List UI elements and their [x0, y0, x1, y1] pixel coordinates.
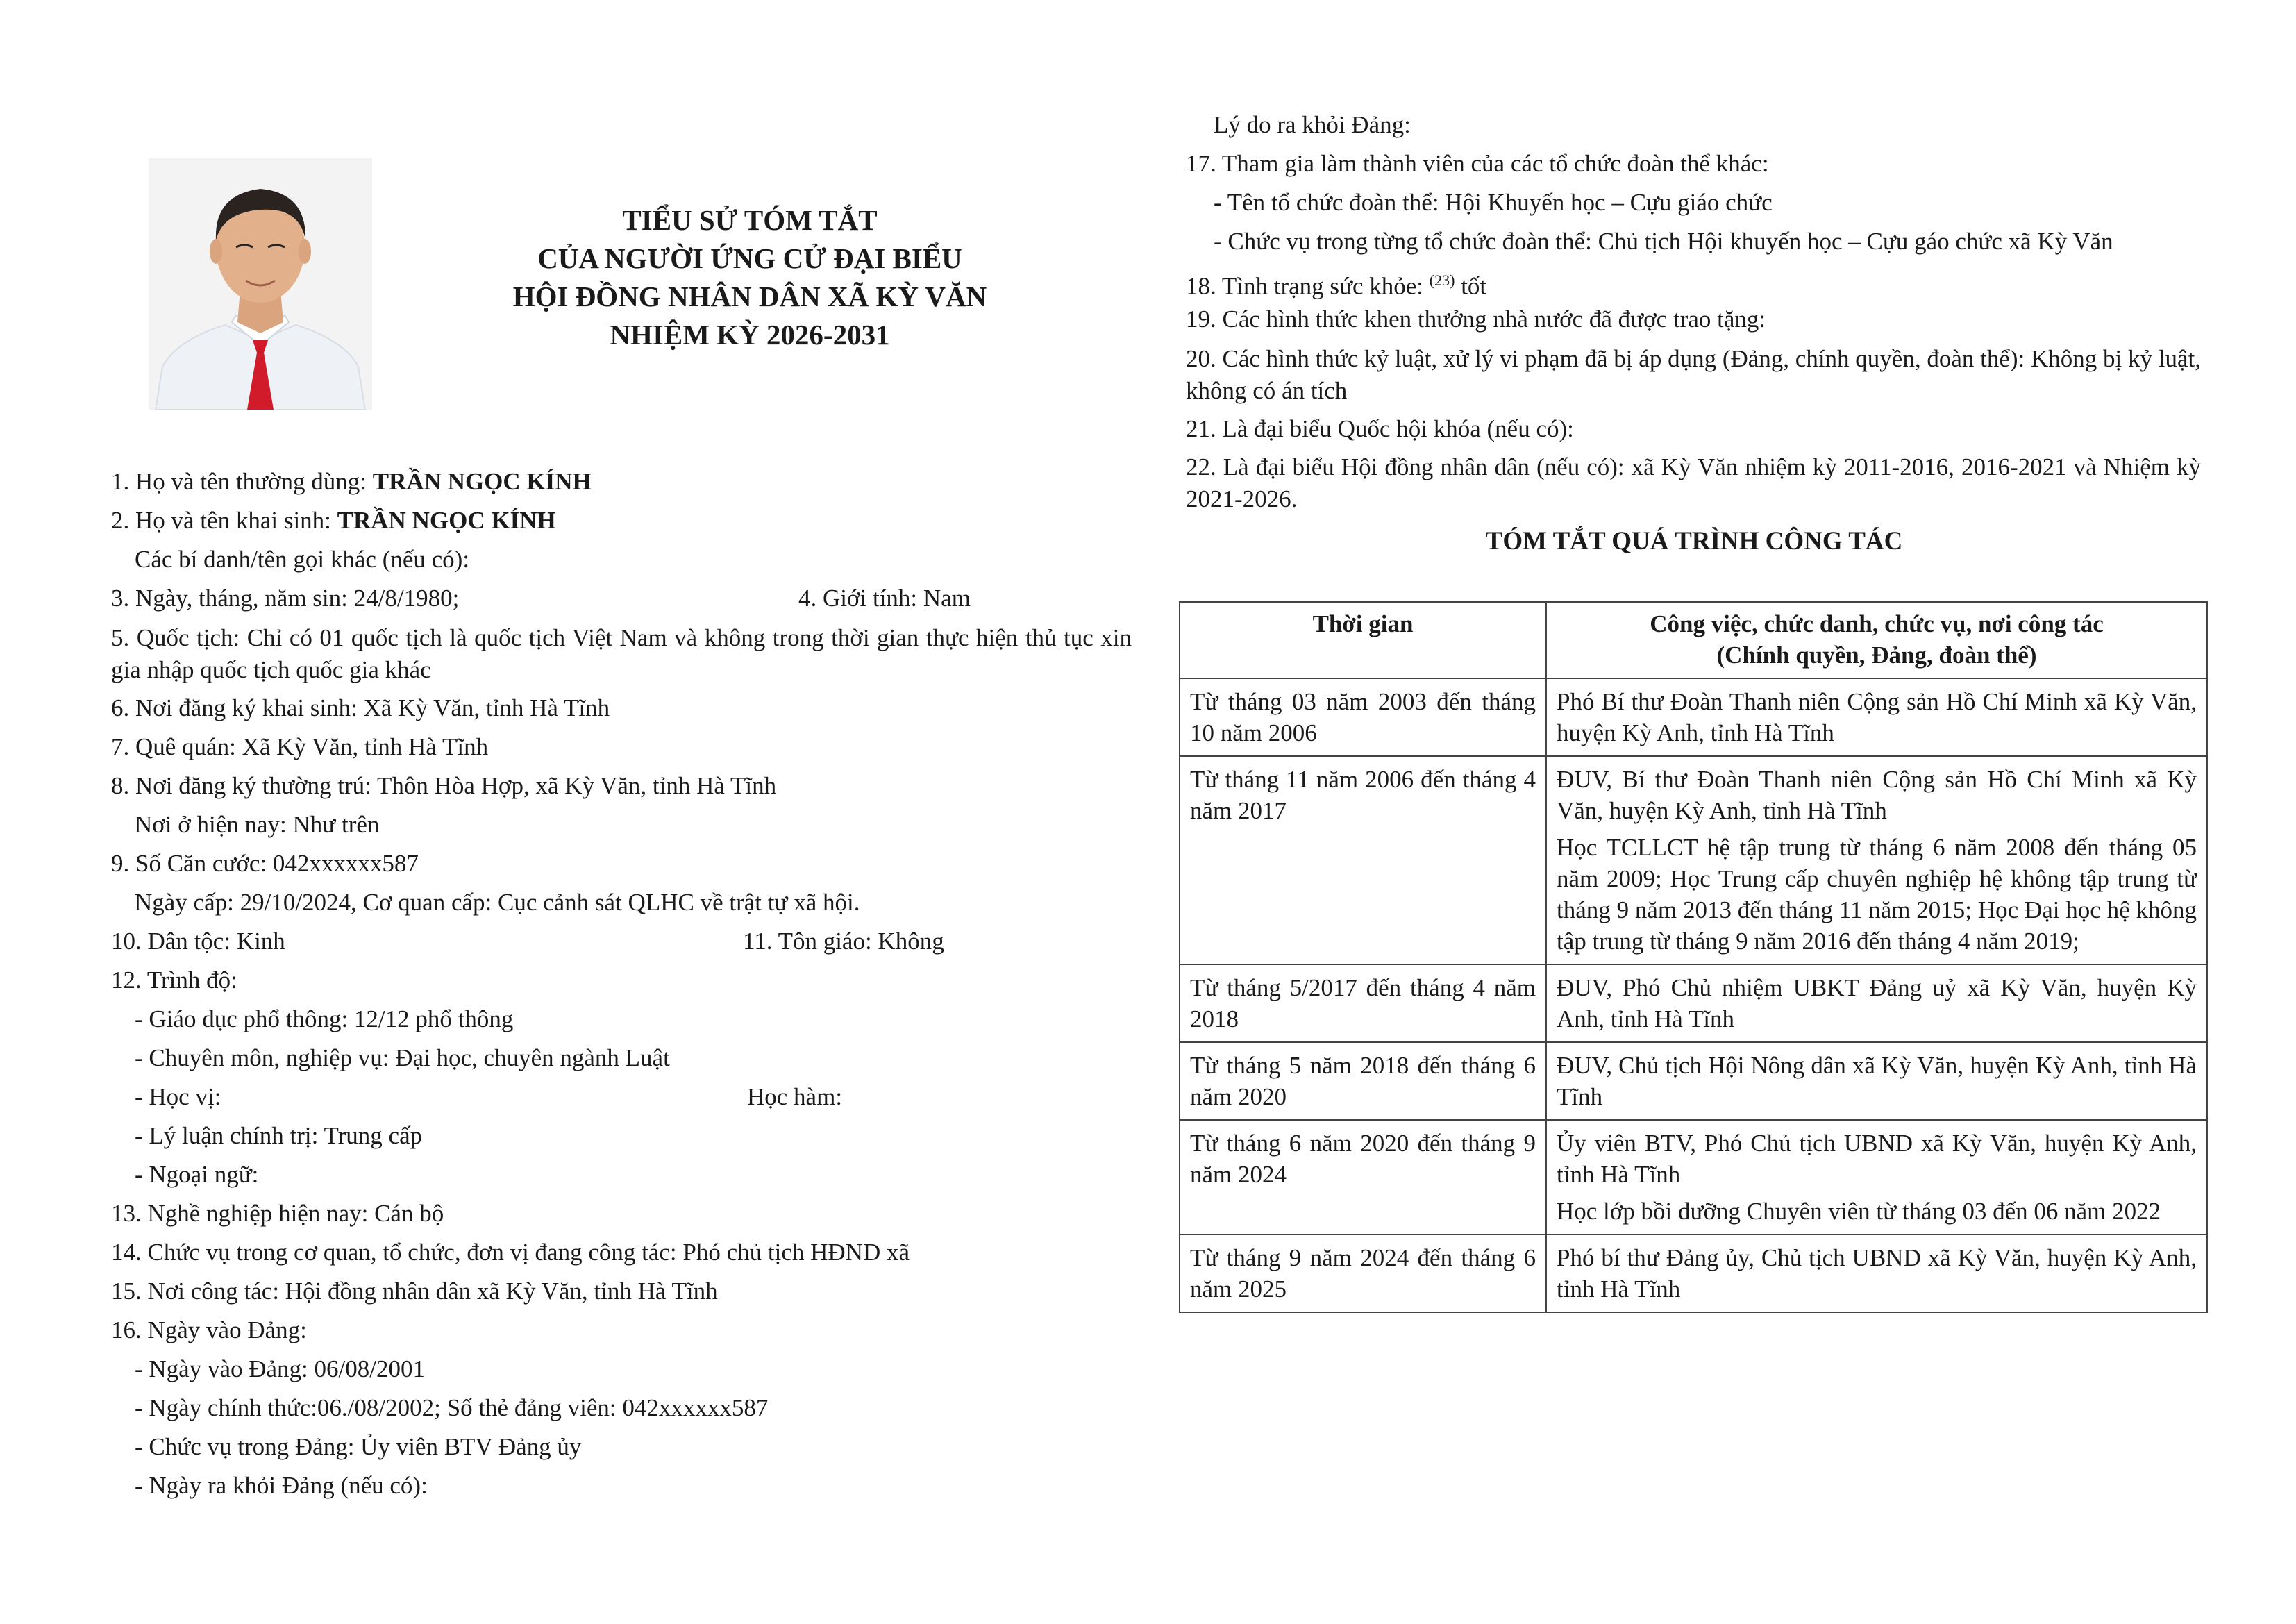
field-birth-registration: 6. Nơi đăng ký khai sinh: Xã Kỳ Văn, tỉnh Hà Tĩnh: [111, 694, 610, 721]
field-id-number: 9. Số Căn cước: 042xxxxxx587: [111, 850, 419, 877]
field-foreign-language: - Ngoại ngữ:: [135, 1161, 259, 1188]
field-party-leave-date: - Ngày ra khỏi Đảng (nếu có):: [135, 1472, 428, 1499]
title-line-3: HỘI ĐỒNG NHÂN DÂN XÃ KỲ VĂN: [512, 281, 987, 312]
header-description: Công việc, chức danh, chức vụ, nơi công tác (Chính quyền, Đảng, đoàn thể): [1546, 602, 2207, 678]
field-ethnicity: 10. Dân tộc: Kinh: [111, 928, 285, 955]
field-alias: Các bí danh/tên gọi khác (nếu có):: [135, 546, 470, 573]
table-row: [1180, 964, 2207, 1042]
field-permanent-address: 8. Nơi đăng ký thường trú: Thôn Hòa Hợp, xã Kỳ Văn, tỉnh Hà Tĩnh: [111, 772, 777, 799]
row-description: ĐUV, Bí thư Đoàn Thanh niên Cộng sản Hồ Chí Minh xã Kỳ Văn, huyện Kỳ Anh, tỉnh Hà Tĩnh Học TCLLCT hệ tập trung từ tháng 6 năm 2008 đến tháng 05 năm 2009; Học Trung cấp chuyên nghiệp hệ không tập trung từ tháng 9 năm 2013 đến tháng 11 năm 2015; Học Đại học hệ không tập trung từ tháng 9 năm 2016 đến tháng 4 năm 2019;: [1546, 756, 2207, 964]
table-header-row: [1180, 602, 2207, 678]
field-national-assembly: 21. Là đại biểu Quốc hội khóa (nếu có):: [1186, 415, 1574, 442]
header-time: Thời gian: [1180, 602, 1546, 678]
field-religion: 11. Tôn giáo: Không: [743, 928, 944, 955]
field-position: 14. Chức vụ trong cơ quan, tổ chức, đơn vị đang công tác: Phó chủ tịch HĐND xã: [111, 1239, 910, 1266]
footnote-ref: (23): [1429, 271, 1455, 289]
portrait-photo: [149, 158, 372, 410]
row-description: ĐUV, Chủ tịch Hội Nông dân xã Kỳ Văn, huyện Kỳ Anh, tỉnh Hà Tĩnh: [1546, 1042, 2207, 1120]
field-workplace: 15. Nơi công tác: Hội đồng nhân dân xã Kỳ Văn, tỉnh Hà Tĩnh: [111, 1278, 718, 1305]
row-description: Ủy viên BTV, Phó Chủ tịch UBND xã Kỳ Văn, huyện Kỳ Anh, tỉnh Hà Tĩnh Học lớp bồi dưỡng Chuyên viên từ tháng 03 đến 06 năm 2022: [1546, 1120, 2207, 1234]
row-time: Từ tháng 5/2017 đến tháng 4 năm 2018: [1180, 964, 1546, 1042]
field-awards: 19. Các hình thức khen thưởng nhà nước đã được trao tặng:: [1186, 305, 1766, 333]
work-history-table: [1179, 601, 2208, 1313]
common-name-value: TRẦN NGỌC KÍNH: [372, 468, 592, 495]
field-party-position: - Chức vụ trong Đảng: Ủy viên BTV Đảng ủy: [135, 1433, 582, 1460]
field-organization-role: - Chức vụ trong từng tổ chức đoàn thể: Chủ tịch Hội khuyến học – Cựu gáo chức xã Kỳ Văn: [1214, 228, 2113, 255]
field-discipline: 20. Các hình thức kỷ luật, xử lý vi phạm đã bị áp dụng (Đảng, chính quyền, đoàn thể): Không bị kỷ luật, không có án tích: [1186, 345, 2201, 404]
title-line-1: TIỂU SỬ TÓM TẮT: [622, 204, 878, 236]
field-general-education: - Giáo dục phổ thông: 12/12 phổ thông: [135, 1005, 514, 1032]
row-time: Từ tháng 03 năm 2003 đến tháng 10 năm 2006: [1180, 678, 1546, 756]
field-education: 12. Trình độ:: [111, 966, 237, 994]
field-academic-title: Học hàm:: [747, 1083, 843, 1110]
field-nationality: 5. Quốc tịch: Chỉ có 01 quốc tịch là quốc tịch Việt Nam và không trong thời gian thực hiện thủ tục xin gia nhập quốc tịch quốc gia khác: [111, 624, 1132, 683]
field-birth-name: 2. Họ và tên khai sinh: TRẦN NGỌC KÍNH: [111, 507, 556, 534]
row-description: Phó bí thư Đảng ủy, Chủ tịch UBND xã Kỳ Văn, huyện Kỳ Anh, tỉnh Hà Tĩnh: [1546, 1234, 2207, 1312]
document-title: [444, 201, 1055, 354]
field-specialization: - Chuyên môn, nghiệp vụ: Đại học, chuyên ngành Luật: [135, 1044, 670, 1071]
field-current-address: Nơi ở hiện nay: Như trên: [135, 811, 380, 838]
row-description: ĐUV, Phó Chủ nhiệm UBKT Đảng uỷ xã Kỳ Văn, huyện Kỳ Anh, tỉnh Hà Tĩnh: [1546, 964, 2207, 1042]
field-id-issue: Ngày cấp: 29/10/2024, Cơ quan cấp: Cục cảnh sát QLHC về trật tự xã hội.: [135, 889, 860, 916]
table-row: [1180, 1234, 2207, 1312]
field-political-theory: - Lý luận chính trị: Trung cấp: [135, 1122, 423, 1149]
field-party-join: 16. Ngày vào Đảng:: [111, 1316, 307, 1343]
field-party-official-date: - Ngày chính thức:06./08/2002; Số thẻ đảng viên: 042xxxxxx587: [135, 1394, 769, 1421]
field-degree: - Học vị:: [135, 1083, 221, 1110]
table-row: [1180, 1120, 2207, 1234]
row-time: Từ tháng 11 năm 2006 đến tháng 4 năm 2017: [1180, 756, 1546, 964]
field-common-name: 1. Họ và tên thường dùng: TRẦN NGỌC KÍNH: [111, 468, 592, 495]
field-birth-date: 3. Ngày, tháng, năm sin: 24/8/1980;: [111, 585, 460, 612]
field-organization-name: - Tên tổ chức đoàn thể: Hội Khuyến học – Cựu giáo chức: [1214, 189, 1773, 216]
field-party-leave-reason: Lý do ra khỏi Đảng:: [1214, 111, 1411, 138]
portrait-icon: [149, 158, 372, 410]
title-line-4: NHIỆM KỲ 2026-2031: [610, 319, 890, 351]
field-council-member: 22. Là đại biểu Hội đồng nhân dân (nếu có): xã Kỳ Văn nhiệm kỳ 2011-2016, 2016-2021 và Nhiệm kỳ 2021-2026.: [1186, 453, 2201, 512]
title-line-2: CỦA NGƯỜI ỨNG CỬ ĐẠI BIỂU: [537, 242, 962, 274]
table-row: [1180, 756, 2207, 964]
work-history-title: TÓM TẮT QUÁ TRÌNH CÔNG TÁC: [1485, 527, 1903, 555]
table-row: [1180, 678, 2207, 756]
field-hometown: 7. Quê quán: Xã Kỳ Văn, tỉnh Hà Tĩnh: [111, 733, 489, 760]
field-health: 18. Tình trạng sức khỏe: $^{(23)}$ tốt: [1186, 271, 1487, 300]
row-time: Từ tháng 5 năm 2018 đến tháng 6 năm 2020: [1180, 1042, 1546, 1120]
birth-name-value: TRẦN NGỌC KÍNH: [337, 507, 556, 534]
field-party-join-date: - Ngày vào Đảng: 06/08/2001: [135, 1355, 425, 1382]
row-description: Phó Bí thư Đoàn Thanh niên Cộng sản Hồ Chí Minh xã Kỳ Văn, huyện Kỳ Anh, tỉnh Hà Tĩnh: [1546, 678, 2207, 756]
table-row: [1180, 1042, 2207, 1120]
field-organizations: 17. Tham gia làm thành viên của các tổ chức đoàn thể khác:: [1186, 150, 1769, 177]
row-time: Từ tháng 6 năm 2020 đến tháng 9 năm 2024: [1180, 1120, 1546, 1234]
field-gender: 4. Giới tính: Nam: [798, 585, 971, 612]
row-time: Từ tháng 9 năm 2024 đến tháng 6 năm 2025: [1180, 1234, 1546, 1312]
field-occupation: 13. Nghề nghiệp hiện nay: Cán bộ: [111, 1200, 444, 1227]
